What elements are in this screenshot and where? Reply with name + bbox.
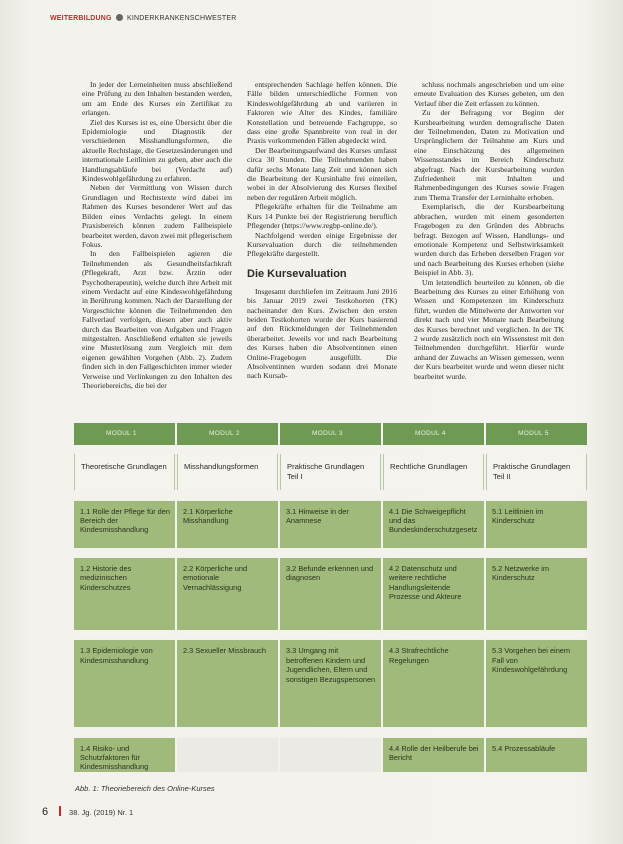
header-section: WEITERBILDUNG — [50, 15, 112, 22]
module-item: 4.3 Strafrechtliche Regelungen — [383, 639, 484, 727]
paragraph: In den Fallbeispielen agieren die Teilnehmenden als Gesundheitsfachkraft (Pflegekraft, Arzt bzw. Ärztin oder Psychotherapeutin), welche durch ihre Arbeit mit einem Verdacht auf eine Kindeswohlgefährdung in Berührung kommen. Nach der Darstellung der Vorgeschichte können die Teilnehmenden den Fallverlauf verfolgen, diesen aber auch aktiv durch das Bearbeiten von Aufgaben und Fragen mitgestalten. Anschließend erhalten sie jeweils eine Musterlösung zum Vergleich mit dem eigenen gewählten Vorgehen (Abb. 2). Zudem finden sich in den Fallgeschichten immer wieder Verweise und Verlinkungen zu den Inhalten des Theoriebereichs, die bei der — [82, 249, 232, 390]
module-item: 4.1 Die Schweigepflicht und das Bundeskinderschutzgesetz — [383, 500, 484, 548]
figure-caption: Abb. 1: Theoriebereich des Online-Kurses — [75, 784, 215, 793]
module-title: Theoretische Grundlagen — [74, 454, 175, 490]
module-label: MODUL 1 — [74, 423, 175, 445]
module-label: MODUL 4 — [383, 423, 484, 445]
module-item: 5.3 Vorgehen bei einem Fall von Kindeswohlgefährdung — [486, 639, 587, 727]
paragraph: Neben der Vermittlung von Wissen durch Grundlagen und Rechtstexte wird dabei im Rahmen des Kurses besonderer Wert auf das Bilden eines Verdachts gelegt. In einem Praxisbereich können zudem Fallbeispiele bearbeitet werden, davon zwei mit pflegerischem Fokus. — [82, 183, 232, 249]
module-title: Praktische Grundlagen Teil I — [280, 454, 381, 490]
module-item: 2.2 Körperliche und emotionale Vernachlässigung — [177, 557, 278, 630]
text-column-3 — [414, 80, 564, 381]
module-item: 3.2 Befunde erkennen und diagnosen — [280, 557, 381, 630]
module-item: 5.4 Prozessabläufe — [486, 737, 587, 772]
paragraph: entsprechenden Sachlage helfen können. Die Fälle bilden unterschiedliche Formen von Kindeswohlgefährdung ab und variieren in Faktoren wie Alter des Kindes, familiäre Konstellation und betreuende Fachgruppe, so dass eine große Spannbreite von real in der Praxis vorkommenden Fällen abgedeckt wird. — [247, 80, 397, 146]
module-item: 4.2 Datenschutz und weitere rechtliche Handlungsleitende Prozesse und Akteure — [383, 557, 484, 630]
module-item: 4.4 Rolle der Heilberufe bei Bericht — [383, 737, 484, 772]
empty-cell — [177, 737, 278, 772]
paragraph: In jeder der Lerneinheiten muss abschließend eine Prüfung zu den Inhalten bestanden werden, um am Ende des Kurses ein Zertifikat zu erlangen. — [82, 80, 232, 118]
module-item: 1.3 Epidemiologie von Kindesmisshandlung — [74, 639, 175, 727]
module-item: 3.3 Umgang mit betroffenen Kindern und Jugendlichen, Eltern und sonstigen Bezugspersonen — [280, 639, 381, 727]
journal-logo-icon — [116, 14, 123, 21]
header-journal: KINDERKRANKENSCHWESTER — [127, 15, 237, 22]
module-item: 5.2 Netzwerke im Kinderschutz — [486, 557, 587, 630]
footer-divider — [59, 806, 61, 816]
module-item: 1.1 Rolle der Pflege für den Bereich der Kindesmisshandlung — [74, 500, 175, 548]
module-title: Misshandlungsformen — [177, 454, 278, 490]
page-number: 6 — [42, 806, 49, 818]
paragraph: Um letztendlich beurteilen zu können, ob die Bearbeitung des Kurses zu einer Erhöhung von Wissen und Kompetenzen im Kinderschutz führt, wurden die Mittelwerte der Antworten vor direkt nach und vier Monate nach Bearbeitung des Kurses berechnet und verglichen. In der TK 2 wurde zusätzlich noch ein Wissenstest mit den Teilnehmenden durchgeführt. Hierfür wurde anhand der Zuwachs an Wissen gemessen, wenn der Kurs bearbeitet wurde und wenn dieser nicht bearbeitet wurde. — [414, 277, 564, 381]
paragraph: Zu der Befragung vor Beginn der Kursbearbeitung wurden demografische Daten der Teilnehmenden, Daten zu Motivation und Ursprünglichem der Teilnahme am Kurs und eine Einschätzung des allgemeinen Wissensstandes im Bereich Kinderschutz abgefragt. Nach der Kursbearbeitung wurden Zufriedenheit mit Inhalten und Rahmenbedingungen des Kurses sowie Fragen zum Thema Transfer der Lerninhalte erhoben. — [414, 108, 564, 202]
module-item: 2.3 Sexueller Missbrauch — [177, 639, 278, 727]
text-column-1 — [82, 80, 232, 390]
module-item: 1.2 Historie des medizinischen Kinderschutzes — [74, 557, 175, 630]
paragraph: Pflegekräfte erhalten für die Teilnahme am Kurs 14 Punkte bei der Registrierung beruflich Pflegender (https://www.regbp-online.de/). — [247, 202, 397, 231]
module-item: 2.1 Körperliche Misshandlung — [177, 500, 278, 548]
paragraph: schluss nochmals angeschrieben und um eine erneute Evaluation des Kurses gebeten, um den Verlauf über die Zeit erfassen zu können. — [414, 80, 564, 108]
text-column-2 — [247, 80, 397, 381]
module-item: 1.4 Risiko- und Schutzfaktoren für Kindesmisshandlung — [74, 737, 175, 772]
paragraph: Insgesamt durchliefen im Zeitraum Juni 2016 bis Januar 2019 zwei Testkohorten (TK) nacheinander den Kurs. Zwischen den ersten beiden Testkohorten wurde der Kurs basierend auf den Rückmeldungen der Teilnehmenden überarbeitet. Jeweils vor und nach Bearbeitung des Kurses haben die Absolventinnen einen Online-Fragebogen ausgefüllt. Die Absolventinnen wurden sodann drei Monate nach Kursab- — [247, 286, 397, 381]
paragraph: Nachfolgend werden einige Ergebnisse der Kursevaluation durch die teilnehmenden Pflegekräfte dargestellt. — [247, 230, 397, 259]
paragraph: Exemplarisch, die der Kursbearbeitung abbrachen, wurden mit einem gesonderten Fragebogen zu den Gründen des Abbruchs befragt. Bezogen auf Wissen, Handlungs- und emotionale Kompetenz und Selbstwirksamkeit wurden durch das Erheben derselben Fragen vor und nach Bearbeitung des Kurses erhoben (siehe Beispiel in Abb. 3). — [414, 202, 564, 278]
running-header — [50, 14, 236, 22]
module-item: 3.1 Hinweise in der Anamnese — [280, 500, 381, 548]
paragraph: Der Bearbeitungsaufwand des Kurses umfasst circa 30 Stunden. Die Teilnehmenden haben dafür sechs Monate lang Zeit und können sich die Bearbeitung der Kursinhalte frei einteilen, wobei in der Absolvierung des Kurses flexibel neben der regulären Arbeit möglich. — [247, 145, 397, 202]
module-label: MODUL 2 — [177, 423, 278, 445]
module-title: Praktische Grundlagen Teil II — [486, 454, 587, 490]
module-title: Rechtliche Grundlagen — [383, 454, 484, 490]
page-footer — [42, 802, 133, 820]
module-overview-table — [74, 423, 596, 781]
section-heading: Die Kursevaluation — [247, 267, 347, 280]
issue-info: 38. Jg. (2019) Nr. 1 — [69, 808, 134, 817]
module-label: MODUL 3 — [280, 423, 381, 445]
paragraph: Ziel des Kurses ist es, eine Übersicht über die Epidemiologie und Diagnostik der verschiedenen Misshandlungsformen, die aktuelle Rechtslage, die Gesetzesänderungen und internationale Leitlinien zu geben, aber auch die Handlungsabläufe bei (Verdacht auf) Kindeswohlgefährdung zu erfahren. — [82, 117, 232, 184]
empty-cell — [280, 737, 381, 772]
module-label: MODUL 5 — [486, 423, 587, 445]
module-item: 5.1 Leitlinien im Kinderschutz — [486, 500, 587, 548]
